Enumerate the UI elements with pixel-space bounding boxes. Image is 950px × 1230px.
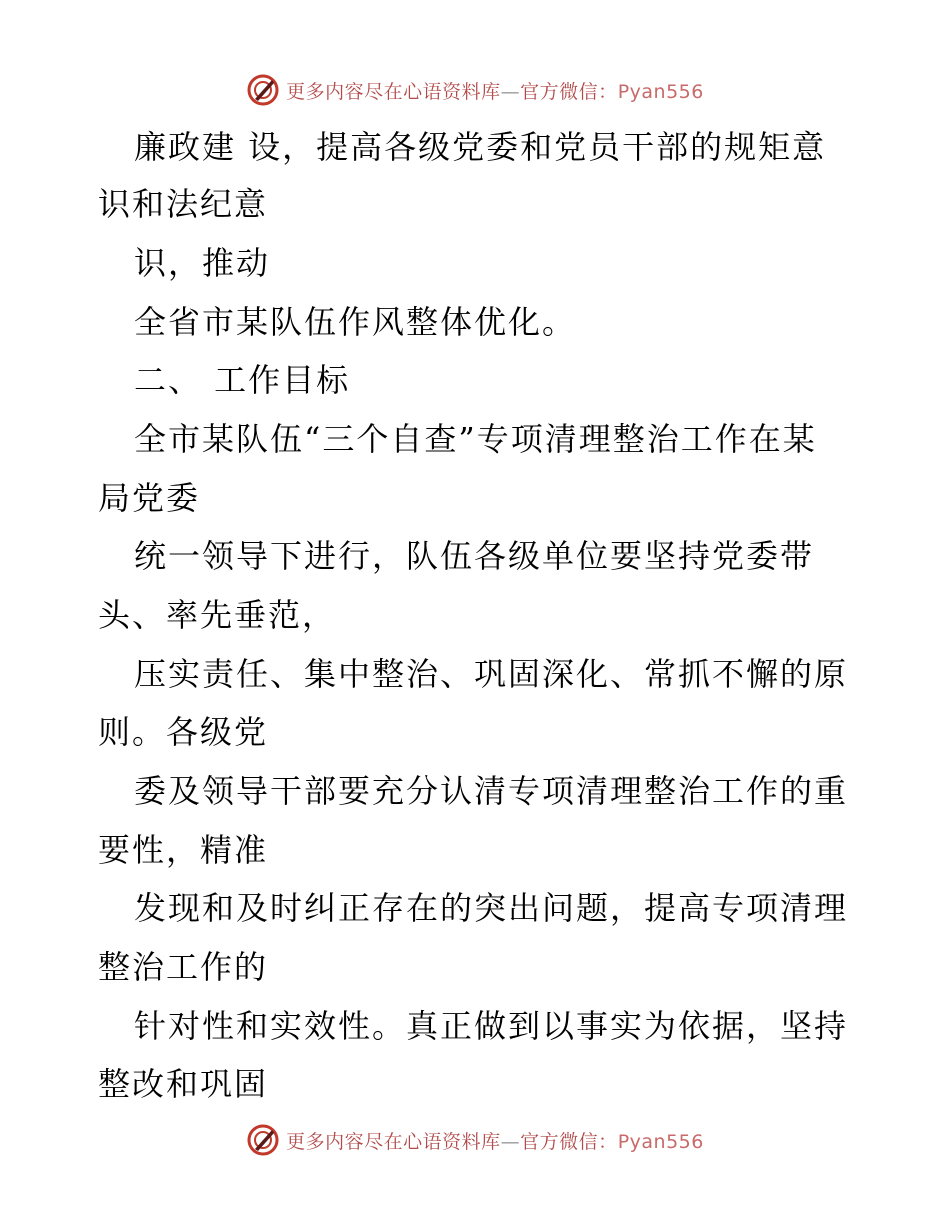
body-line-16: 针对性和实效性。真正做到以事实为依据，坚持 xyxy=(134,1007,849,1045)
section-heading: 二、 工作目标 xyxy=(134,361,351,399)
body-line-8: 统一领导下进行，队伍各级单位要坚持党委带 xyxy=(134,537,815,575)
banner-text xyxy=(286,1127,704,1154)
body-line-2: 识和法纪意 xyxy=(98,185,269,223)
banner-main-text: 更多内容尽在心语资料库 xyxy=(286,1130,501,1153)
banner-wechat-label: 官方微信： xyxy=(520,80,618,103)
body-line-9: 头、率先垂范， xyxy=(98,596,337,634)
banner-wechat-label: 官方微信： xyxy=(520,1130,618,1153)
body-line-1: 廉政建 设，提高各级党委和党员干部的规矩意 xyxy=(134,128,827,166)
body-line-14: 发现和及时纠正存在的突出问题，提高专项清理 xyxy=(134,889,849,927)
body-line-17: 整改和巩固 xyxy=(98,1065,269,1103)
logo-icon xyxy=(246,1123,280,1157)
body-line-15: 整治工作的 xyxy=(98,948,269,986)
banner-text xyxy=(286,77,704,104)
body-line-11: 则。各级党 xyxy=(98,713,269,751)
body-line-6: 全市某队伍“三个自查”专项清理整治工作在某 xyxy=(134,420,817,458)
body-line-3: 识，推动 xyxy=(134,244,271,282)
footer-banner xyxy=(0,1120,950,1160)
body-line-4: 全省市某队伍作风整体优化。 xyxy=(134,303,577,341)
body-line-12: 委及领导干部要充分认清专项清理整治工作的重 xyxy=(134,772,849,810)
body-line-13: 要性，精准 xyxy=(98,831,269,869)
banner-separator: — xyxy=(500,1130,521,1153)
banner-wechat-id: Pyan556 xyxy=(617,1130,704,1153)
banner-separator: — xyxy=(500,80,521,103)
header-banner xyxy=(0,70,950,110)
body-line-10: 压实责任、集中整治、巩固深化、常抓不懈的原 xyxy=(134,655,849,693)
body-line-7: 局党委 xyxy=(98,479,201,517)
banner-main-text: 更多内容尽在心语资料库 xyxy=(286,80,501,103)
logo-icon xyxy=(246,73,280,107)
banner-wechat-id: Pyan556 xyxy=(617,80,704,103)
